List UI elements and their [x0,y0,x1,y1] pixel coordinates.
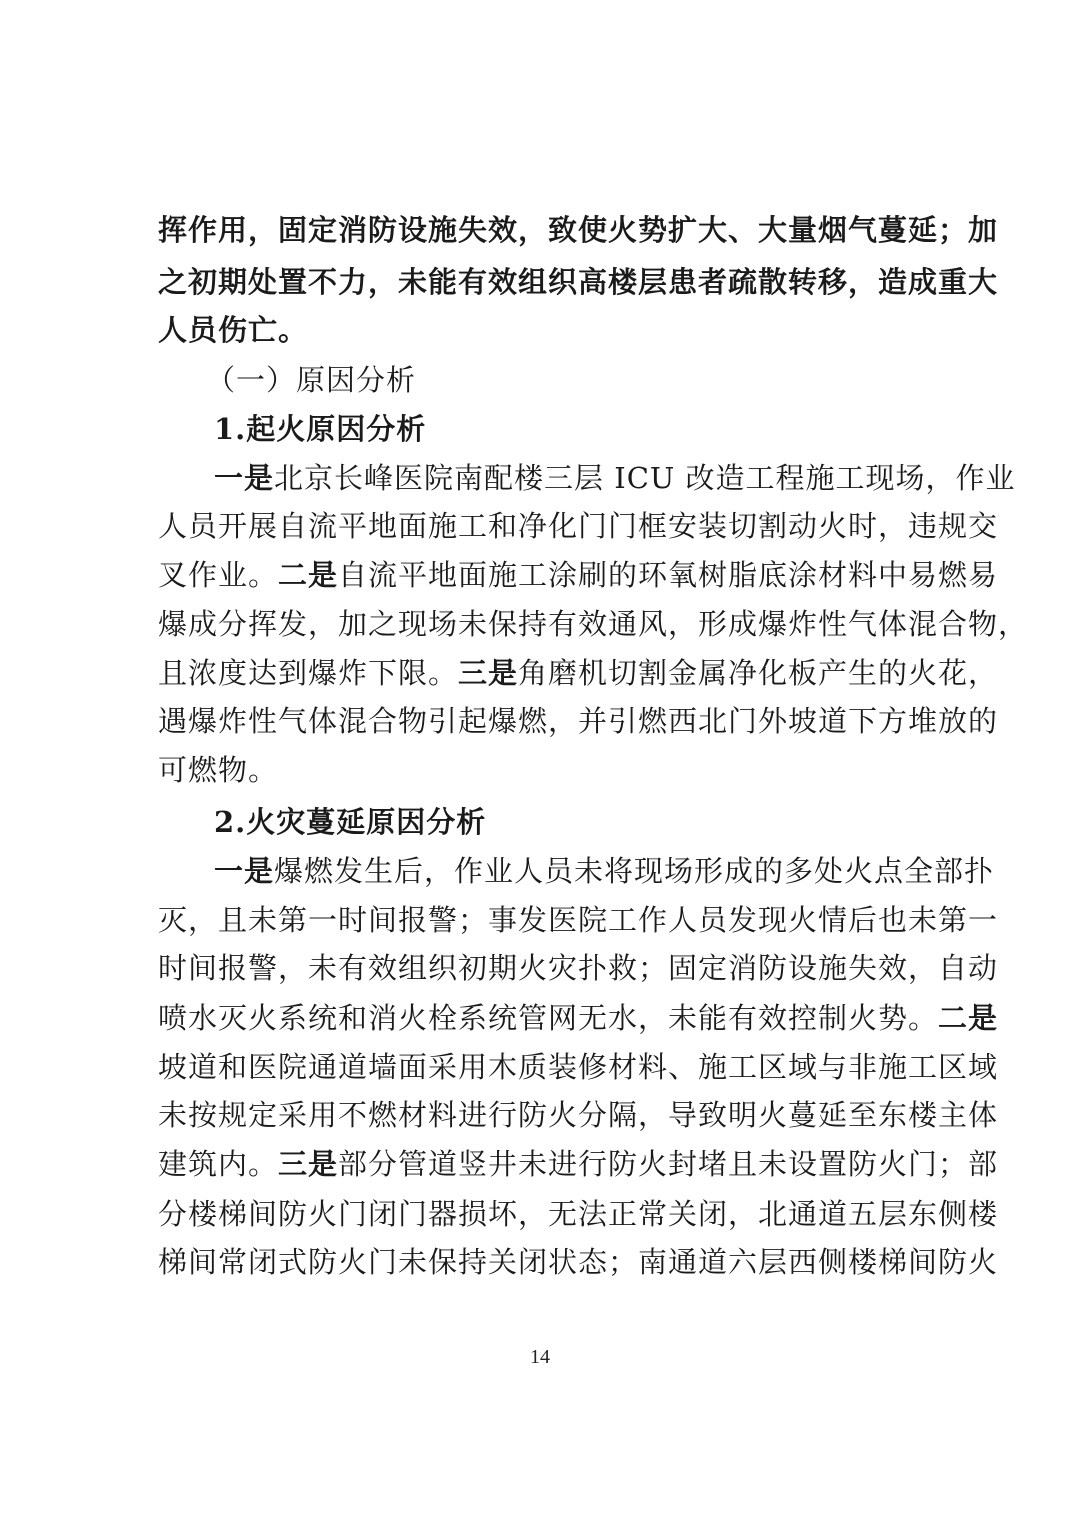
subsection-2-heading: 2.火灾蔓延原因分析 [214,805,487,839]
sub1-line-2: 人员开展自流平地面施工和净化门门框安装切割动火时，违规交 [158,509,999,543]
sub2-line-4 [158,994,999,1042]
intro-line-1: 挥作用，固定消防设施失效，致使火势扩大、大量烟气蔓延；加 [158,213,999,247]
sub1-line-4: 爆成分挥发，加之现场未保持有效通风，形成爆炸性气体混合物， [158,607,1029,641]
keyword-first: 一是 [214,461,275,495]
sub1-line-5-pre: 且浓度达到爆炸下限。 [158,656,459,690]
sub2-line-4-pre: 喷水灭火系统和消火栓系统管网无水，未能有效控制火势。 [158,1001,939,1035]
subsection-1-heading: 1.起火原因分析 [214,412,427,446]
sub1-line-5 [158,649,999,697]
sub1-line-1 [214,454,1016,502]
sub2-line-7-pre: 建筑内。 [158,1147,279,1181]
sub2-line-1-text: 爆燃发生后，作业人员未将现场形成的多处火点全部扑 [274,854,995,888]
sub2-line-6: 未按规定采用不燃材料进行防火分隔，导致明火蔓延至东楼主体 [158,1098,999,1132]
keyword-third: 三是 [278,1147,339,1181]
intro-line-3: 人员伤亡。 [158,313,309,347]
sub2-line-2: 灭，且未第一时间报警；事发医院工作人员发现火情后也未第一 [158,903,999,937]
keyword-second: 二是 [938,1001,999,1035]
sub1-line-3 [158,551,999,599]
sub1-line-5-text: 角磨机切割金属净化板产生的火花， [518,656,999,690]
page-number: 14 [530,1346,550,1368]
sub2-line-8: 分楼梯间防火门闭门器损坏，无法正常关闭，北通道五层东侧楼 [158,1197,999,1231]
sub2-line-9: 梯间常闭式防火门未保持关闭状态；南通道六层西侧楼梯间防火 [158,1245,999,1279]
sub1-line-3-text: 自流平地面施工涂刷的环氧树脂底涂材料中易燃易 [338,558,999,592]
keyword-second: 二是 [278,558,339,592]
keyword-third: 三是 [458,656,519,690]
sub2-line-7 [158,1140,999,1188]
intro-line-2: 之初期处置不力，未能有效组织高楼层患者疏散转移，造成重大 [158,265,999,299]
sub2-line-3: 时间报警，未有效组织初期火灾扑救；固定消防设施失效，自动 [158,951,999,985]
sub1-line-7: 可燃物。 [158,753,279,787]
sub2-line-5: 坡道和医院通道墙面采用木质装修材料、施工区域与非施工区域 [158,1050,999,1084]
sub2-line-1 [214,847,995,895]
sub1-line-3-pre: 叉作业。 [158,558,279,592]
keyword-first: 一是 [214,854,275,888]
section-heading: （一）原因分析 [206,363,417,397]
sub1-line-1-text: 北京长峰医院南配楼三层 ICU 改造工程施工现场，作业 [274,461,1016,495]
sub2-line-7-text: 部分管道竖井未进行防火封堵且未设置防火门；部 [338,1147,999,1181]
sub1-line-6: 遇爆炸性气体混合物引起爆燃，并引燃西北门外坡道下方堆放的 [158,704,999,738]
